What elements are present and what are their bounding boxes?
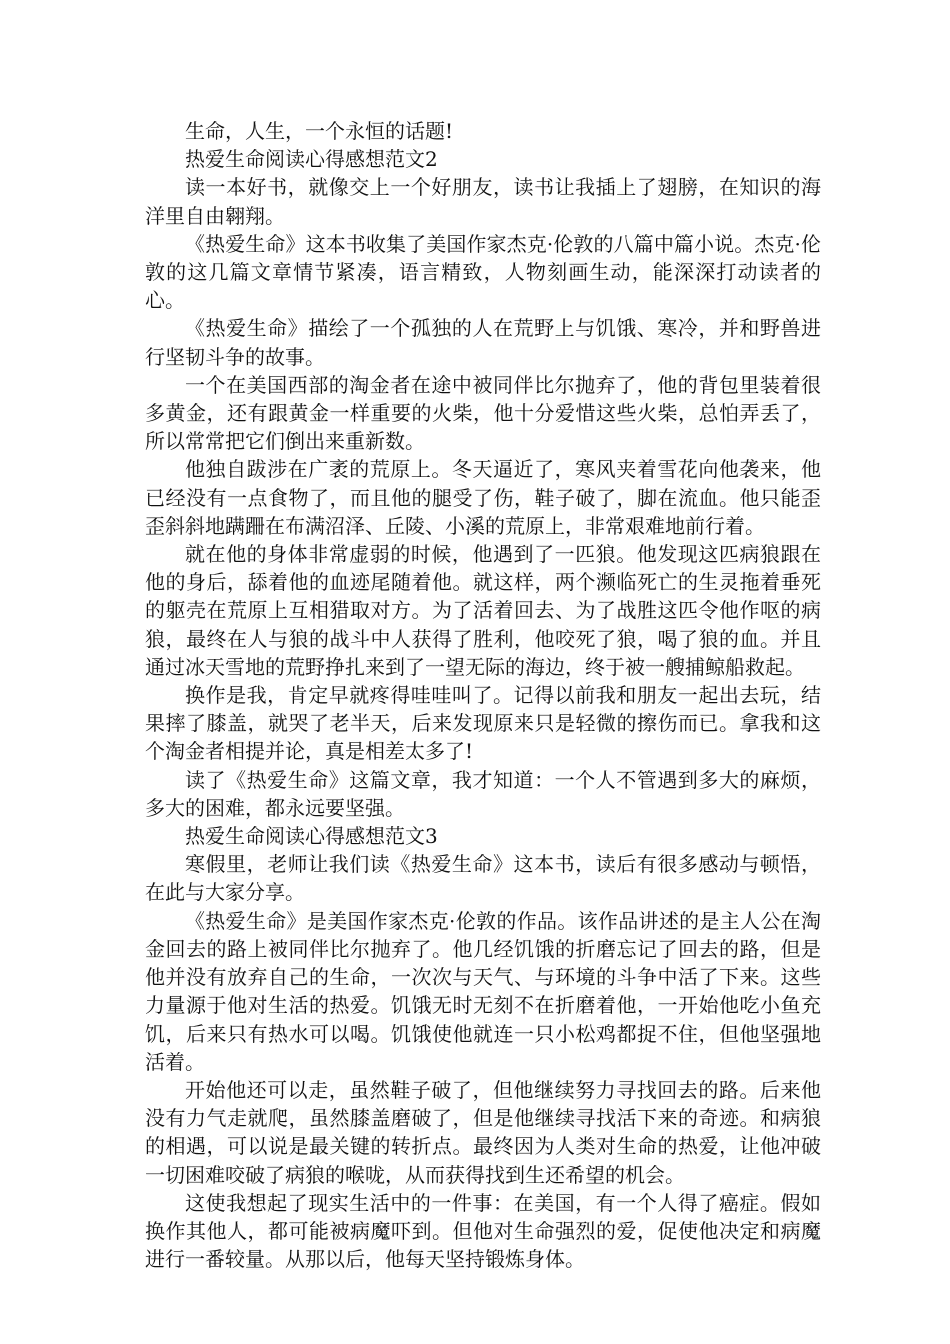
paragraph: 《热爱生命》是美国作家杰克·伦敦的作品。该作品讲述的是主人公在淘金回去的路上被同伴比尔抛弃了。他几经饥饿的折磨忘记了回去的路，但是他并没有放弃自己的生命，一次次与天气、与环境的斗争中活了下来。这些力量源于他对生活的热爱。饥饿无时无刻不在折磨着他，一开始他吃小鱼充饥，后来只有热水可以喝。饥饿使他就连一只小松鸡都捉不住，但他坚强地活着。 bbox=[145, 908, 821, 1074]
paragraph: 《热爱生命》这本书收集了美国作家杰克·伦敦的八篇中篇小说。杰克·伦敦的这几篇文章情节紧凑，语言精致，人物刻画生动，能深深打动读者的心。 bbox=[145, 231, 821, 313]
paragraph: 开始他还可以走，虽然鞋子破了，但他继续努力寻找回去的路。后来他没有力气走就爬，虽然膝盖磨破了，但是他继续寻找活下来的奇迹。和病狼的相遇，可以说是最关键的转折点。最终因为人类对生命的热爱，让他冲破一切困难咬破了病狼的喉咙，从而获得找到生还希望的机会。 bbox=[145, 1077, 821, 1187]
paragraph: 《热爱生命》描绘了一个孤独的人在荒野上与饥饿、寒冷，并和野兽进行坚韧斗争的故事。 bbox=[145, 316, 821, 369]
paragraph: 就在他的身体非常虚弱的时候，他遇到了一匹狼。他发现这匹病狼跟在他的身后，舔着他的血迹尾随着他。就这样，两个濒临死亡的生灵拖着垂死的躯壳在荒原上互相猎取对方。为了活着回去、为了战胜这匹令他作呕的病狼，最终在人与狼的战斗中人获得了胜利，他咬死了狼，喝了狼的血。并且通过冰天雪地的荒野挣扎来到了一望无际的海边，终于被一艘捕鲸船救起。 bbox=[145, 542, 821, 679]
paragraph: 读一本好书，就像交上一个好朋友，读书让我插上了翅膀，在知识的海洋里自由翱翔。 bbox=[145, 175, 821, 228]
paragraph: 读了《热爱生命》这篇文章，我才知道：一个人不管遇到多大的麻烦，多大的困难，都永远要坚强。 bbox=[145, 767, 821, 820]
paragraph: 生命，人生，一个永恒的话题! bbox=[185, 119, 454, 143]
paragraph: 换作是我，肯定早就疼得哇哇叫了。记得以前我和朋友一起出去玩，结果摔了膝盖，就哭了老半天，后来发现原来只是轻微的擦伤而已。拿我和这个淘金者相提并论，真是相差太多了! bbox=[145, 683, 821, 764]
paragraph: 一个在美国西部的淘金者在途中被同伴比尔抛弃了，他的背包里装着很多黄金，还有跟黄金一样重要的火柴，他十分爱惜这些火柴，总怕弄丢了，所以常常把它们倒出来重新数。 bbox=[145, 372, 821, 454]
paragraph: 这使我想起了现实生活中的一件事：在美国，有一个人得了癌症。假如换作其他人，都可能被病魔吓到。但他对生命强烈的爱，促使他决定和病魔进行一番较量。从那以后，他每天坚持锻炼身体。 bbox=[145, 1190, 821, 1272]
section-heading-3: 热爱生命阅读心得感想范文3 bbox=[185, 824, 438, 849]
paragraph: 他独自跋涉在广袤的荒原上。冬天逼近了，寒风夹着雪花向他袭来，他已经没有一点食物了，而且他的腿受了伤，鞋子破了，脚在流血。他只能歪歪斜斜地蹒跚在布满沼泽、丘陵、小溪的荒原上，非常艰难地前行着。 bbox=[145, 457, 821, 538]
document-page bbox=[145, 117, 821, 1273]
paragraph: 寒假里，老师让我们读《热爱生命》这本书，读后有很多感动与顿悟，在此与大家分享。 bbox=[145, 852, 821, 905]
section-heading-2: 热爱生命阅读心得感想范文2 bbox=[185, 147, 438, 172]
